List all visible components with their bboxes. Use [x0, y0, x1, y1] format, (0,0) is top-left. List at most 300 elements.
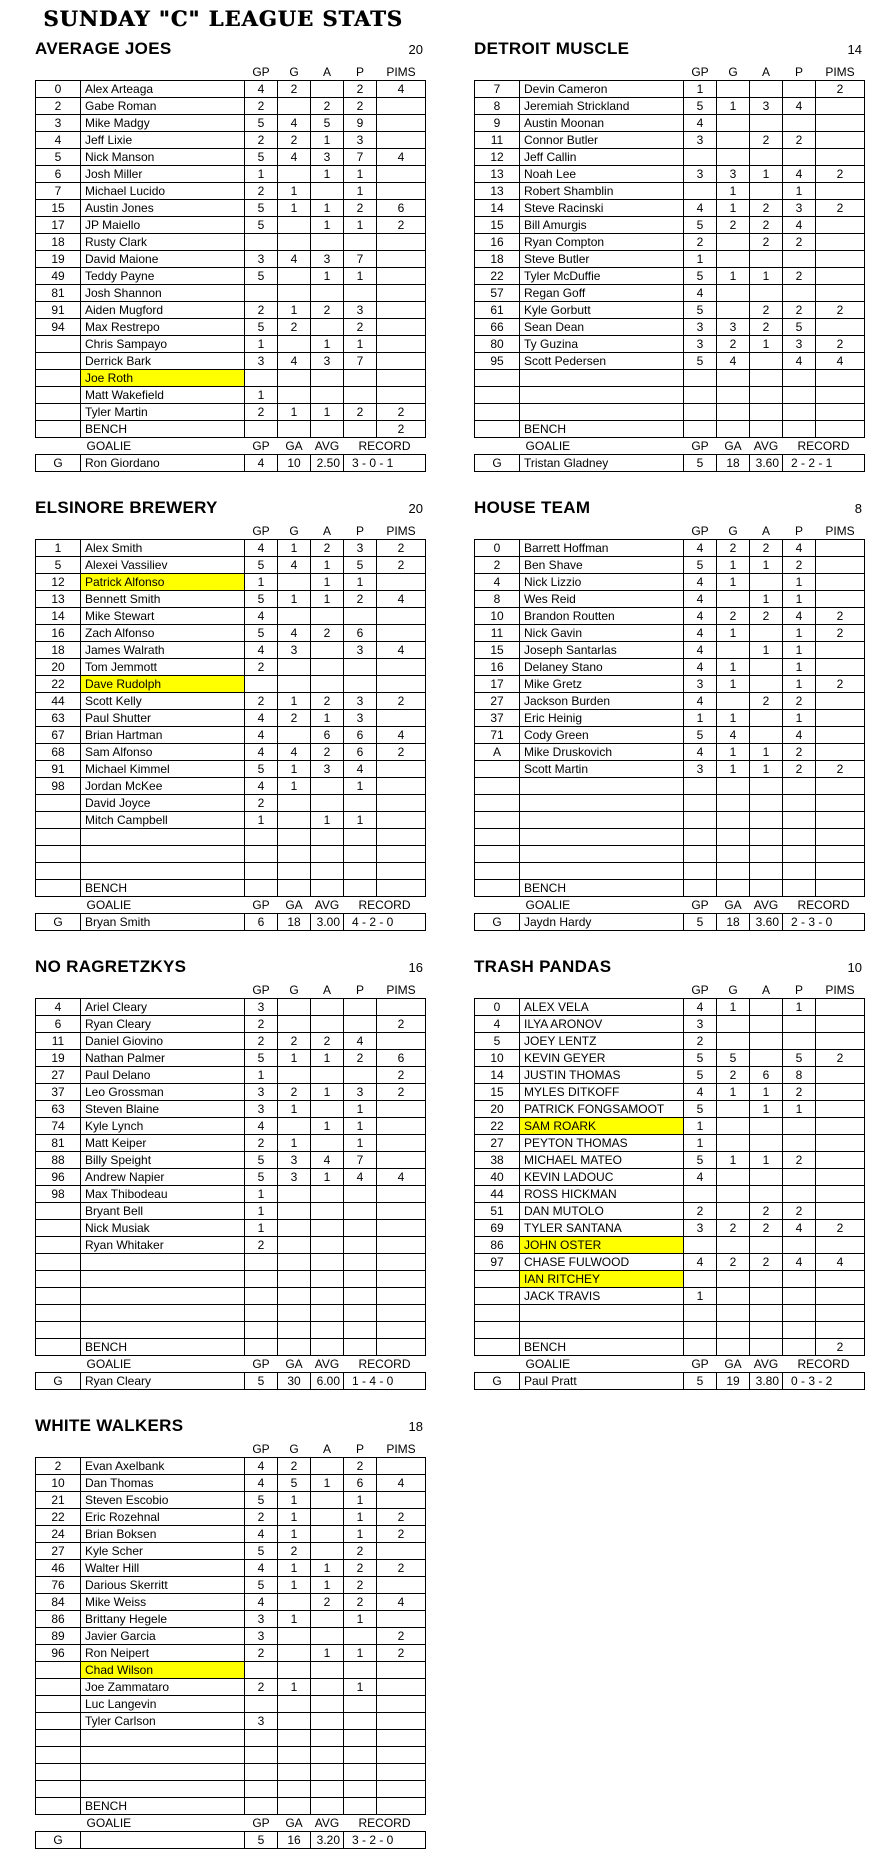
player-row	[36, 574, 426, 591]
g-cell: 4	[278, 744, 311, 761]
pims-cell	[816, 727, 865, 744]
gp-cell: 3	[684, 166, 717, 183]
jersey-number-cell: 1	[36, 540, 81, 557]
player-name-cell: Brian Boksen	[81, 1526, 245, 1543]
p-cell	[344, 795, 377, 812]
pims-cell	[377, 1135, 426, 1152]
gp-cell: 4	[245, 608, 278, 625]
jersey-number-cell: 27	[36, 1543, 81, 1560]
pims-cell	[377, 1118, 426, 1135]
a-cell: 2	[750, 234, 783, 251]
player-row	[36, 1118, 426, 1135]
gp-cell: 2	[245, 302, 278, 319]
p-cell: 4	[344, 1169, 377, 1186]
player-name-cell: Daniel Giovino	[81, 1033, 245, 1050]
column-header-g: G	[289, 524, 299, 538]
p-cell	[344, 1696, 377, 1713]
a-cell: 4	[311, 1152, 344, 1169]
g-cell: 1	[717, 625, 750, 642]
g-cell	[278, 574, 311, 591]
goalie-name-cell: Paul Pratt	[520, 1373, 684, 1390]
pims-cell	[816, 1288, 865, 1305]
goalie-name-cell	[81, 1832, 245, 1849]
goalie-position-cell: G	[36, 914, 81, 931]
empty-row	[475, 404, 865, 421]
bench-label: BENCH	[520, 880, 684, 897]
pims-cell	[816, 98, 865, 115]
g-cell: 5	[278, 1475, 311, 1492]
jersey-number-cell	[36, 1713, 81, 1730]
player-name-cell: Evan Axelbank	[81, 1458, 245, 1475]
bench-row	[36, 421, 426, 438]
goalie-column-header-avg: AVG	[753, 898, 779, 912]
player-name-cell: Andrew Napier	[81, 1169, 245, 1186]
pims-cell	[816, 710, 865, 727]
pims-cell	[377, 336, 426, 353]
player-row	[36, 1543, 426, 1560]
player-name-cell: JACK TRAVIS	[520, 1288, 684, 1305]
player-row	[36, 557, 426, 574]
bench-row	[36, 1798, 426, 1815]
a-cell	[311, 1492, 344, 1509]
player-name-cell: Eric Rozehnal	[81, 1509, 245, 1526]
p-cell: 3	[783, 336, 816, 353]
pims-cell	[816, 1203, 865, 1220]
gp-cell: 4	[684, 285, 717, 302]
p-cell: 2	[344, 591, 377, 608]
pims-cell	[377, 1101, 426, 1118]
goalie-ga-cell: 18	[717, 455, 750, 472]
player-name-cell: CHASE FULWOOD	[520, 1254, 684, 1271]
player-name-cell: Austin Moonan	[520, 115, 684, 132]
g-cell: 1	[278, 778, 311, 795]
p-cell: 2	[344, 1050, 377, 1067]
pims-cell	[377, 353, 426, 370]
goalie-avg-cell: 6.00	[311, 1373, 344, 1390]
a-cell	[750, 1050, 783, 1067]
player-row	[36, 1067, 426, 1084]
g-cell: 2	[717, 1067, 750, 1084]
jersey-number-cell: 81	[36, 1135, 81, 1152]
a-cell: 1	[311, 710, 344, 727]
a-cell: 1	[311, 1577, 344, 1594]
empty-row	[36, 1271, 426, 1288]
pims-cell	[377, 1713, 426, 1730]
player-row	[36, 404, 426, 421]
jersey-number-cell	[475, 1271, 520, 1288]
stats-header-row	[475, 523, 865, 540]
player-name-cell: TYLER SANTANA	[520, 1220, 684, 1237]
p-cell: 3	[344, 642, 377, 659]
gp-cell: 4	[245, 1475, 278, 1492]
a-cell	[311, 1067, 344, 1084]
player-row	[475, 1288, 865, 1305]
empty-row	[36, 1254, 426, 1271]
player-name-cell: Derrick Bark	[81, 353, 245, 370]
gp-cell: 5	[245, 1577, 278, 1594]
goalie-column-header-avg: AVG	[753, 1357, 779, 1371]
a-cell	[750, 999, 783, 1016]
player-name-cell: Bryant Bell	[81, 1203, 245, 1220]
gp-cell: 3	[245, 251, 278, 268]
player-name-cell: Mike Madgy	[81, 115, 245, 132]
gp-cell: 2	[245, 693, 278, 710]
a-cell	[750, 710, 783, 727]
gp-cell: 5	[684, 353, 717, 370]
g-cell	[717, 1101, 750, 1118]
pims-cell	[816, 268, 865, 285]
jersey-number-cell	[36, 1203, 81, 1220]
player-row	[36, 1033, 426, 1050]
g-cell	[278, 608, 311, 625]
g-cell	[278, 98, 311, 115]
goalie-avg-cell: 3.60	[750, 455, 783, 472]
a-cell	[750, 676, 783, 693]
a-cell: 2	[750, 217, 783, 234]
g-cell: 4	[717, 727, 750, 744]
player-name-cell: PATRICK FONGSAMOOT	[520, 1101, 684, 1118]
player-name-cell: David Joyce	[81, 795, 245, 812]
jersey-number-cell: 80	[475, 336, 520, 353]
pims-cell	[377, 251, 426, 268]
empty-row	[475, 1322, 865, 1339]
gp-cell: 2	[245, 1645, 278, 1662]
a-cell: 2	[750, 200, 783, 217]
player-name-cell: Jeff Lixie	[81, 132, 245, 149]
a-cell	[311, 1628, 344, 1645]
gp-cell: 4	[245, 1458, 278, 1475]
gp-cell: 4	[684, 1169, 717, 1186]
gp-cell: 3	[684, 336, 717, 353]
player-row	[475, 1254, 865, 1271]
gp-cell: 1	[245, 387, 278, 404]
g-cell: 1	[278, 1509, 311, 1526]
p-cell: 2	[783, 132, 816, 149]
p-cell: 2	[344, 1543, 377, 1560]
pims-cell	[816, 540, 865, 557]
p-cell	[344, 387, 377, 404]
g-cell: 1	[278, 302, 311, 319]
jersey-number-cell: 21	[36, 1492, 81, 1509]
g-cell: 1	[278, 1577, 311, 1594]
a-cell: 1	[311, 1475, 344, 1492]
team-name: HOUSE TEAM	[474, 498, 591, 517]
player-name-cell: Joe Roth	[81, 370, 245, 387]
p-cell: 6	[344, 1475, 377, 1492]
player-row	[36, 81, 426, 98]
p-cell	[344, 1203, 377, 1220]
pims-cell: 2	[377, 1084, 426, 1101]
goalie-record-cell: 0 - 3 - 2	[783, 1373, 865, 1390]
jersey-number-cell: 13	[475, 166, 520, 183]
player-row	[36, 625, 426, 642]
goalie-record-cell: 2 - 3 - 0	[783, 914, 865, 931]
goalie-label: GOALIE	[86, 1816, 132, 1830]
goalie-row	[36, 1373, 426, 1390]
g-cell: 1	[717, 1084, 750, 1101]
p-cell: 6	[344, 625, 377, 642]
jersey-number-cell: 38	[475, 1152, 520, 1169]
p-cell: 5	[344, 557, 377, 574]
player-row	[475, 1203, 865, 1220]
player-name-cell: James Walrath	[81, 642, 245, 659]
g-cell: 2	[717, 217, 750, 234]
player-name-cell: PEYTON THOMAS	[520, 1135, 684, 1152]
a-cell	[311, 608, 344, 625]
p-cell: 3	[344, 540, 377, 557]
goalie-name-cell: Jaydn Hardy	[520, 914, 684, 931]
p-cell: 2	[783, 1203, 816, 1220]
g-cell: 3	[717, 319, 750, 336]
g-cell: 2	[278, 319, 311, 336]
p-cell: 1	[783, 1101, 816, 1118]
p-cell: 4	[783, 608, 816, 625]
a-cell	[311, 1101, 344, 1118]
jersey-number-cell: 51	[475, 1203, 520, 1220]
player-row	[36, 744, 426, 761]
pims-cell	[377, 268, 426, 285]
p-cell	[344, 1237, 377, 1254]
jersey-number-cell: 4	[36, 132, 81, 149]
player-name-cell: Cody Green	[520, 727, 684, 744]
pims-cell	[816, 642, 865, 659]
p-cell: 3	[344, 693, 377, 710]
g-cell: 2	[278, 132, 311, 149]
player-row	[36, 1169, 426, 1186]
a-cell: 1	[311, 812, 344, 829]
a-cell: 3	[311, 149, 344, 166]
p-cell: 1	[344, 1526, 377, 1543]
bench-pims-cell	[377, 880, 426, 897]
jersey-number-cell	[36, 812, 81, 829]
team-header	[474, 39, 864, 63]
a-cell	[311, 234, 344, 251]
a-cell: 1	[311, 1560, 344, 1577]
player-name-cell: Mike Gretz	[520, 676, 684, 693]
gp-cell: 4	[684, 625, 717, 642]
goalie-gp-cell: 6	[245, 914, 278, 931]
goalie-column-header-avg: AVG	[314, 1357, 340, 1371]
jersey-number-cell: 10	[36, 1475, 81, 1492]
pims-cell	[816, 1067, 865, 1084]
jersey-number-cell: 81	[36, 285, 81, 302]
jersey-number-cell: 37	[36, 1084, 81, 1101]
player-name-cell: Joe Zammataro	[81, 1679, 245, 1696]
a-cell: 3	[750, 98, 783, 115]
g-cell	[278, 1186, 311, 1203]
player-row	[475, 302, 865, 319]
p-cell	[783, 251, 816, 268]
gp-cell	[684, 183, 717, 200]
pims-cell	[377, 608, 426, 625]
player-row	[475, 642, 865, 659]
player-name-cell: Ryan Whitaker	[81, 1237, 245, 1254]
g-cell	[717, 1271, 750, 1288]
player-row	[475, 557, 865, 574]
a-cell	[750, 1288, 783, 1305]
bench-pims-cell	[816, 880, 865, 897]
gp-cell: 5	[684, 98, 717, 115]
gp-cell: 4	[684, 591, 717, 608]
page-title: SUNDAY "C" LEAGUE STATS	[43, 6, 403, 31]
column-header-p: P	[794, 65, 803, 79]
jersey-number-cell	[36, 404, 81, 421]
goalie-position-cell: G	[475, 455, 520, 472]
p-cell: 1	[344, 1118, 377, 1135]
g-cell: 2	[717, 1254, 750, 1271]
jersey-number-cell: 44	[475, 1186, 520, 1203]
g-cell	[278, 234, 311, 251]
goalie-record-cell: 2 - 2 - 1	[783, 455, 865, 472]
pims-cell	[377, 659, 426, 676]
player-row	[475, 693, 865, 710]
gp-cell: 5	[245, 1169, 278, 1186]
pims-cell	[377, 302, 426, 319]
pims-cell: 2	[377, 404, 426, 421]
player-row	[475, 1271, 865, 1288]
player-row	[36, 336, 426, 353]
empty-row	[36, 1730, 426, 1747]
team-table-no-ragretzkys	[35, 957, 425, 1390]
p-cell: 4	[783, 353, 816, 370]
g-cell	[717, 1288, 750, 1305]
jersey-number-cell: 7	[475, 81, 520, 98]
gp-cell: 5	[684, 268, 717, 285]
goalie-column-header-gp: GP	[252, 1816, 270, 1830]
player-row	[36, 1645, 426, 1662]
p-cell: 1	[783, 642, 816, 659]
g-cell	[278, 1203, 311, 1220]
gp-cell: 4	[684, 659, 717, 676]
player-row	[36, 132, 426, 149]
a-cell: 2	[750, 302, 783, 319]
p-cell: 1	[783, 625, 816, 642]
column-header-pims: PIMS	[825, 524, 855, 538]
player-name-cell: Sam Alfonso	[81, 744, 245, 761]
a-cell: 1	[750, 166, 783, 183]
p-cell: 1	[783, 676, 816, 693]
g-cell: 1	[717, 574, 750, 591]
column-header-gp: GP	[252, 983, 270, 997]
goalie-name-cell: Bryan Smith	[81, 914, 245, 931]
player-name-cell: SAM ROARK	[520, 1118, 684, 1135]
player-row	[36, 1509, 426, 1526]
jersey-number-cell: 2	[36, 1458, 81, 1475]
player-name-cell: Tyler Martin	[81, 404, 245, 421]
column-header-gp: GP	[691, 524, 709, 538]
player-name-cell: Zach Alfonso	[81, 625, 245, 642]
a-cell: 1	[750, 1152, 783, 1169]
goalie-column-header-record: RECORD	[797, 898, 850, 912]
goalie-column-header-gp: GP	[252, 439, 270, 453]
a-cell: 1	[311, 1169, 344, 1186]
player-name-cell: Nathan Palmer	[81, 1050, 245, 1067]
g-cell: 4	[278, 353, 311, 370]
p-cell: 2	[344, 1594, 377, 1611]
empty-row	[475, 778, 865, 795]
player-row	[475, 319, 865, 336]
g-cell: 1	[717, 659, 750, 676]
player-row	[36, 999, 426, 1016]
p-cell	[783, 1135, 816, 1152]
team-header	[35, 957, 425, 981]
player-name-cell: Dan Thomas	[81, 1475, 245, 1492]
p-cell: 4	[344, 761, 377, 778]
team-points: 20	[408, 501, 423, 516]
player-row	[475, 98, 865, 115]
a-cell: 1	[311, 166, 344, 183]
a-cell	[750, 574, 783, 591]
bench-pims-cell	[377, 1339, 426, 1356]
player-name-cell: Mike Druskovich	[520, 744, 684, 761]
player-row	[36, 1526, 426, 1543]
p-cell: 1	[344, 1135, 377, 1152]
pims-cell	[816, 591, 865, 608]
g-cell: 1	[717, 744, 750, 761]
a-cell: 2	[750, 1254, 783, 1271]
player-name-cell: Noah Lee	[520, 166, 684, 183]
a-cell: 2	[311, 625, 344, 642]
jersey-number-cell: 15	[475, 217, 520, 234]
goalie-position-cell: G	[36, 1373, 81, 1390]
pims-cell	[377, 761, 426, 778]
player-row	[36, 591, 426, 608]
player-name-cell: Mitch Campbell	[81, 812, 245, 829]
a-cell: 6	[750, 1067, 783, 1084]
g-cell	[717, 1016, 750, 1033]
bench-pims-cell	[377, 1798, 426, 1815]
p-cell: 2	[783, 302, 816, 319]
stats-header-row	[475, 64, 865, 81]
jersey-number-cell: 63	[36, 1101, 81, 1118]
stats-table	[474, 982, 865, 1390]
pims-cell: 4	[377, 1594, 426, 1611]
player-name-cell: Ben Shave	[520, 557, 684, 574]
p-cell: 2	[783, 693, 816, 710]
player-row	[475, 217, 865, 234]
goalie-avg-cell: 3.80	[750, 1373, 783, 1390]
jersey-number-cell	[36, 1679, 81, 1696]
player-row	[36, 251, 426, 268]
pims-cell	[377, 1662, 426, 1679]
goalie-gp-cell: 5	[684, 1373, 717, 1390]
column-header-pims: PIMS	[825, 983, 855, 997]
g-cell	[717, 1169, 750, 1186]
team-points: 18	[408, 1419, 423, 1434]
player-name-cell: Alexei Vassiliev	[81, 557, 245, 574]
jersey-number-cell: 97	[475, 1254, 520, 1271]
player-row	[36, 1186, 426, 1203]
goalie-column-header-avg: AVG	[314, 1816, 340, 1830]
goalie-row	[475, 1373, 865, 1390]
g-cell	[717, 693, 750, 710]
g-cell: 2	[278, 1033, 311, 1050]
g-cell: 4	[278, 149, 311, 166]
p-cell: 2	[783, 268, 816, 285]
gp-cell: 2	[245, 1033, 278, 1050]
p-cell: 1	[783, 710, 816, 727]
p-cell	[344, 1067, 377, 1084]
g-cell: 2	[717, 336, 750, 353]
goalie-header-row	[475, 1356, 865, 1373]
player-name-cell: Jackson Burden	[520, 693, 684, 710]
p-cell	[783, 1118, 816, 1135]
player-name-cell: Aiden Mugford	[81, 302, 245, 319]
player-name-cell: Max Thibodeau	[81, 1186, 245, 1203]
stats-header-row	[36, 64, 426, 81]
pims-cell: 4	[816, 353, 865, 370]
goalie-label: GOALIE	[86, 898, 132, 912]
